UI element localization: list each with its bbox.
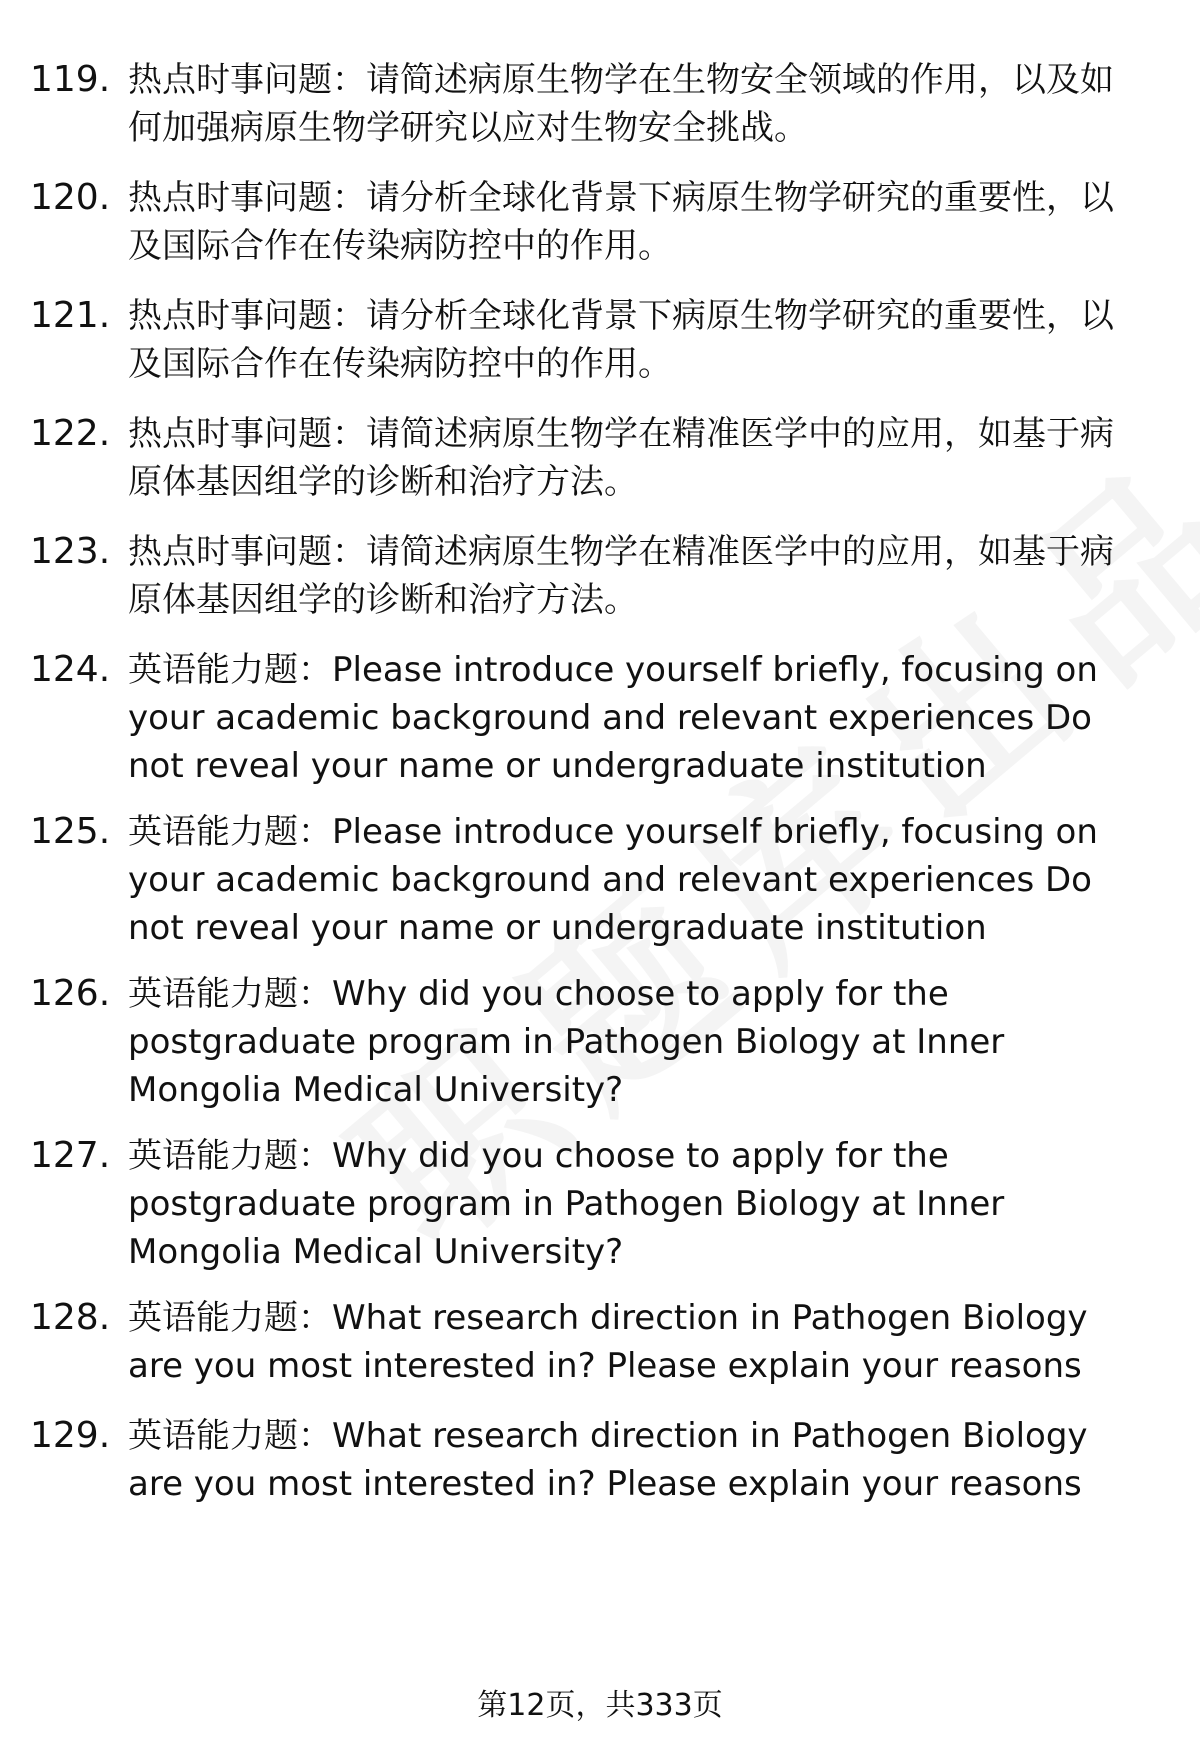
question-number: 120. <box>30 177 111 218</box>
question-text: 热点时事问题：请分析全球化背景下病原生物学研究的重要性，以及国际合作在传染病防控中的作用。 <box>128 296 1114 384</box>
page-number-footer: 第12页，共333页 <box>477 1688 723 1723</box>
question-text: 热点时事问题：请分析全球化背景下病原生物学研究的重要性，以及国际合作在传染病防控中的作用。 <box>128 178 1114 266</box>
question-number: 125. <box>30 811 111 852</box>
question-text: 英语能力题：Why did you choose to apply for the postgraduate program in Pathogen Biology at Inner Mongolia Medical University? <box>128 974 1005 1110</box>
question-text: 热点时事问题：请简述病原生物学在生物安全领域的作用，以及如何加强病原生物学研究以应对生物安全挑战。 <box>128 60 1114 148</box>
question-number: 124. <box>30 649 111 690</box>
question-text: 热点时事问题：请简述病原生物学在精准医学中的应用，如基于病原体基因组学的诊断和治疗方法。 <box>128 414 1114 502</box>
question-number: 122. <box>30 413 111 454</box>
question-text: 热点时事问题：请简述病原生物学在精准医学中的应用，如基于病原体基因组学的诊断和治疗方法。 <box>128 532 1114 620</box>
question-text: 英语能力题：Please introduce yourself briefly, focusing on your academic background and relevant experiences Do not reveal your name or undergraduate institution <box>128 812 1098 948</box>
question-number: 127. <box>30 1135 111 1176</box>
question-text: 英语能力题：What research direction in Pathogen Biology are you most interested in? Please explain your reasons <box>128 1416 1088 1504</box>
question-number: 128. <box>30 1297 111 1338</box>
question-text: 英语能力题：What research direction in Pathogen Biology are you most interested in? Please explain your reasons <box>128 1298 1088 1386</box>
question-text: 英语能力题：Please introduce yourself briefly, focusing on your academic background and relevant experiences Do not reveal your name or undergraduate institution <box>128 650 1098 786</box>
question-number: 123. <box>30 531 111 572</box>
question-number: 119. <box>30 59 111 100</box>
question-text: 英语能力题：Why did you choose to apply for the postgraduate program in Pathogen Biology at Inner Mongolia Medical University? <box>128 1136 1005 1272</box>
question-number: 121. <box>30 295 111 336</box>
question-number: 126. <box>30 973 111 1014</box>
question-number: 129. <box>30 1415 111 1456</box>
